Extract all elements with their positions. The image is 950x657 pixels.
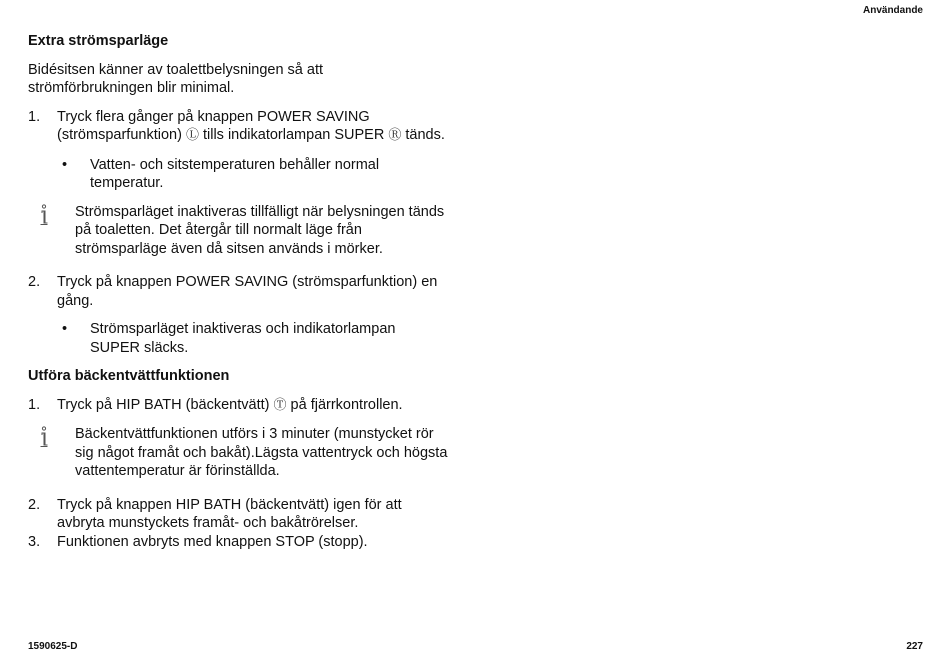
note-text: Strömsparläget inaktiveras tillfälligt när belysningen tänds på toaletten. Det återgår till normalt läge från strömsparläge även då sitsen används i mörker. xyxy=(75,203,445,257)
info-note xyxy=(28,425,448,481)
hip-bath-symbol-icon: Ⓣ xyxy=(273,397,287,413)
step-text: Tryck på HIP BATH (bäckentvätt) Ⓣ på fjärrkontrollen. xyxy=(57,396,403,413)
note-text: Bäckentvättfunktionen utförs i 3 minuter (munstycket rör sig något framåt och bakåt).Lägsta vattentryck och högsta vattentemperatur är förinställda. xyxy=(75,426,448,479)
step-text: Tryck på knappen POWER SAVING (strömsparfunktion) en gång. xyxy=(57,274,438,309)
step-number: 2. xyxy=(28,274,41,290)
footer-page-number: 227 xyxy=(906,641,923,652)
bullet-icon: • xyxy=(62,321,68,337)
bullet-text: Vatten- och sitstemperaturen behåller normal temperatur. xyxy=(90,156,380,191)
main-content xyxy=(28,32,448,561)
step-number: 1. xyxy=(28,108,41,125)
step-number: 1. xyxy=(28,396,41,413)
bullet-item xyxy=(28,156,448,193)
step-item xyxy=(28,496,448,533)
footer-doc-id: 1590625-D xyxy=(28,641,78,652)
step-number: 2. xyxy=(28,496,41,513)
step-item xyxy=(28,533,448,552)
step-item xyxy=(28,108,448,146)
section-title-hip-bath: Utföra bäckentvättfunktionen xyxy=(28,368,230,384)
bullet-item xyxy=(28,320,448,357)
step-item xyxy=(28,396,448,416)
section-title-power-saving: Extra strömsparläge xyxy=(28,33,169,49)
step-text: Funktionen avbryts med knappen STOP (stopp). xyxy=(57,533,368,550)
info-note xyxy=(28,203,448,259)
step-text: Tryck på knappen HIP BATH (bäckentvätt) igen för att avbryta munstyckets framåt- och bakåtrörelser. xyxy=(57,496,402,531)
bullet-icon: • xyxy=(62,156,68,173)
bullet-text: Strömsparläget inaktiveras och indikatorlampan SUPER släcks. xyxy=(90,321,396,356)
step-text: Tryck flera gånger på knappen POWER SAVING (strömsparfunktion) Ⓛ tills indikatorlampan SUPER Ⓡ tänds. xyxy=(57,108,445,143)
header-section-label: Användande xyxy=(862,5,923,16)
power-saving-symbol-icon: Ⓛ xyxy=(185,128,199,143)
info-icon xyxy=(38,203,75,259)
intro-paragraph: Bidésitsen känner av toalettbelysningen så att strömförbrukningen blir minimal. xyxy=(28,61,324,96)
step-number: 3. xyxy=(28,533,41,550)
super-indicator-symbol-icon: Ⓡ xyxy=(388,128,402,143)
info-icon xyxy=(38,425,75,481)
step-item xyxy=(28,273,448,310)
